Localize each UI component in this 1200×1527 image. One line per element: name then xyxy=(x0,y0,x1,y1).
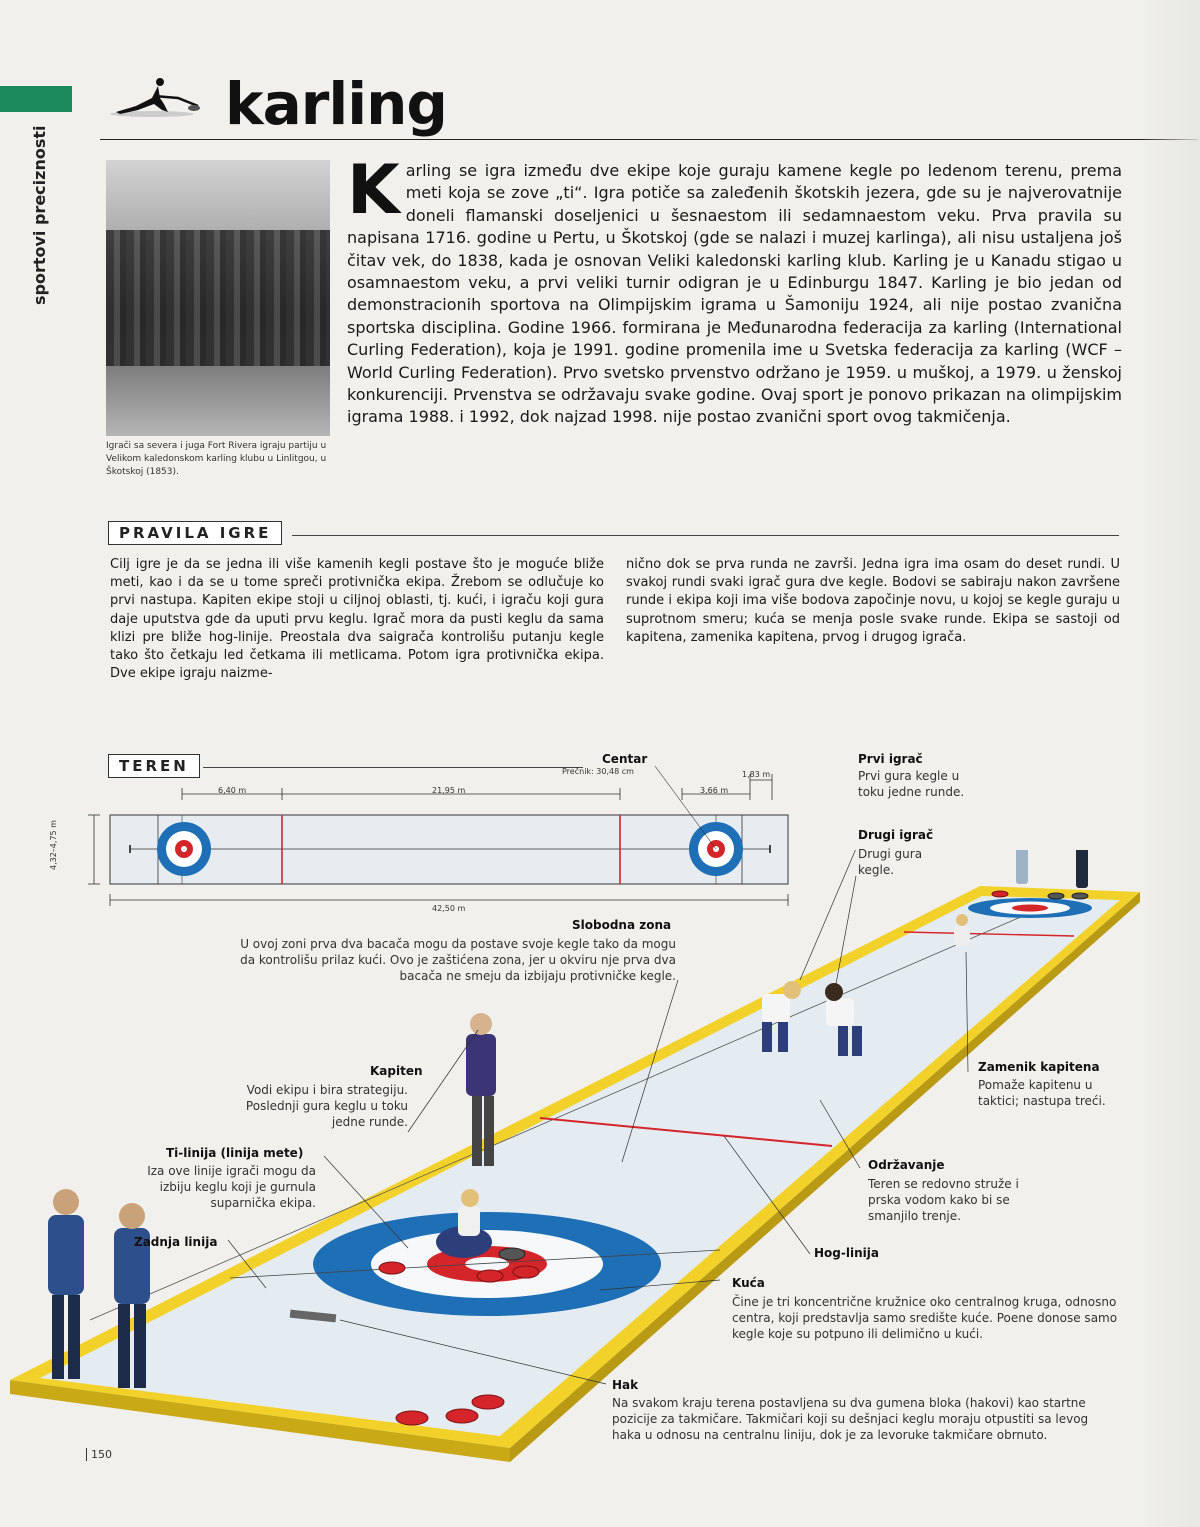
dim-width: 4,32–4,75 m xyxy=(49,820,58,870)
page-title: karling xyxy=(225,70,447,138)
rules-heading: PRAVILA IGRE xyxy=(108,521,282,545)
intro-text: arling se igra između dve ekipe koje guraju kamene kegle po ledenom terenu, prema meti koja se zove „ti“. Igra potiče sa zaleđenih škotskih jezera, gde su je najverovatnije doneli flamanski doseljenici u šesnaestom ili sedamnaestom veku. Prva pravila su napisana 1716. godine u Pertu, u Škotskoj (gde se nalazi i muzej karlinga), ali nisu ustaljena još čitav vek, do 1838, kada je osnovan Veliki kaledonski karling klub. Karling je u Kanadu stigao u osamnaestom veku, a prvi veliki turnir odigran je u Edinburgu 1847. Karling je bio jedan od demonstracionih sportova na Olimpijskim igrama u Šamoniju 1924, ali nije postao zvanična sportska disciplina. Godine 1966. formirana je Međunarodna federacija za karling (International Curling Federation), koja je 1991. godine promenila ime u Svetska federacija za karling (WCF – World Curling Federation). Prvo svetsko prvenstvo održano je 1959. u muškoj, a 1979. u ženskoj konkurenciji. Prvenstva se održavaju svake godine. Ovaj sport je ponovo prikazan na olimpijskim igrama 1988. i 1992, dok najzad 1998. nije postao zvanični sport ovog takmičenja. xyxy=(347,161,1122,427)
label-odrzavanje: Održavanje xyxy=(868,1158,945,1172)
label-ti-linija-body: Iza ove linije igrači mogu da izbiju keglu koji je gurnula suparnička ekipa. xyxy=(147,1164,316,1210)
label-slobodna-zona: Slobodna zona xyxy=(572,918,672,932)
label-hak: Hak xyxy=(612,1378,639,1392)
rules-column-2: nično dok se prva runda ne završi. Jedna igra ima osam do deset rundi. U svakoj rundi svaki igrač gura dve kegle. Bodovi se sabiraju nakon završene runde i ekipa koji ima više bodova započinje novu, u kojoj se kegle guraju u suprotnom smeru; kuća se menja posle svake runde. Ekipa se sastoji od kapitena, zamenika kapitena, prvog i drugog igrača. xyxy=(626,557,1120,645)
historical-photo xyxy=(106,160,330,436)
page-gutter-shadow xyxy=(1140,0,1200,1527)
label-drugi-igrac-body: Drugi gura kegle. xyxy=(858,847,923,877)
label-zamenik-kapitena-body: Pomaže kapitenu u taktici; nastupa treći. xyxy=(978,1078,1106,1108)
label-zadnja-linija: Zadnja linija xyxy=(134,1235,218,1249)
dim-diameter: Prečnik: 30,48 cm xyxy=(562,767,634,776)
section-color-bar xyxy=(0,86,72,112)
label-centar: Centar xyxy=(602,752,648,766)
page-number: 150 xyxy=(86,1448,112,1461)
label-odrzavanje-body: Teren se redovno struže i prska vodom kako bi se smanjilo trenje. xyxy=(868,1177,1019,1223)
label-kapiten: Kapiten xyxy=(370,1064,423,1078)
dim-6-40: 6,40 m xyxy=(218,786,247,795)
title-divider xyxy=(100,139,1198,140)
label-drugi-igrac: Drugi igrač xyxy=(858,828,934,842)
label-kapiten-body: Vodi ekipu i bira strategiju. Poslednji gura keglu u toku jedne runde. xyxy=(245,1083,408,1129)
label-prvi-igrac-body: Prvi gura kegle u toku jedne runde. xyxy=(858,769,965,799)
label-hog-linija: Hog-linija xyxy=(814,1246,879,1260)
dim-21-95: 21,95 m xyxy=(432,786,466,795)
dim-3-66: 3,66 m xyxy=(700,786,729,795)
label-zamenik-kapitena: Zamenik kapitena xyxy=(978,1060,1100,1074)
label-kuca: Kuća xyxy=(732,1276,765,1290)
section-label: sportovi preciznosti xyxy=(30,125,49,305)
label-ti-linija: Ti-linija (linija mete) xyxy=(166,1146,304,1160)
rules-column-1: Cilj igre je da se jedna ili više kamenih kegli postave što je moguće bliže meti, kao i da se u tome spreči protivnička ekipa. Žrebom se odlučuje ko prvi nastupa. Kapiten ekipe stoji u ciljnoj oblasti, tj. kući, i igraču koji gura daje uputstva gde da uputi prvu keglu. Igrač mora da pusti keglu da sama klizi pre bliže hog-linije. Preostala dva saigrača kontrolišu putanju kegle tako što četkaju led četkama ili metlicama. Potom igra protivnička ekipa. Dve ekipe igraju naizme- xyxy=(110,557,604,682)
label-slobodna-zona-body: U ovoj zoni prva dva bacača mogu da postave svoje kegle tako da mogu da kontrolišu prilaz kući. Ovo je zaštićena zona, jer u okviru nje prva dva bacača ne smeju da izbijaju protivničke kegle. xyxy=(240,937,676,983)
dim-42-50: 42,50 m xyxy=(432,904,466,913)
rules-divider xyxy=(292,535,1119,536)
field-heading: TEREN xyxy=(108,754,200,778)
label-hak-body: Na svakom kraju terena postavljena su dva gumena bloka (hakovi) kao startne pozicije za takmičare. Takmičari koji su dešnjaci keglu moraju otpustiti sa levog haka u odnosu na centralnu liniju, dok je za levoruke takmičare obrnuto. xyxy=(612,1396,1089,1442)
drop-cap: K xyxy=(347,151,400,230)
curler-silhouette-icon xyxy=(108,76,203,120)
dim-1-83: 1,83 m xyxy=(742,770,771,779)
label-prvi-igrac: Prvi igrač xyxy=(858,752,923,766)
label-kuca-body: Čine je tri koncentrične kružnice oko centralnog kruga, odnosno centra, koji predstavlja samo središte kuće. Poene donose samo kegle koje su potpuno ili delimično u kući. xyxy=(732,1295,1118,1341)
photo-caption: Igrači sa severa i juga Fort Rivera igraju partiju u Velikom kaledonskom karling klubu u Linlitgou, u Škotskoj (1853). xyxy=(106,441,327,477)
intro-paragraph xyxy=(347,151,1122,429)
